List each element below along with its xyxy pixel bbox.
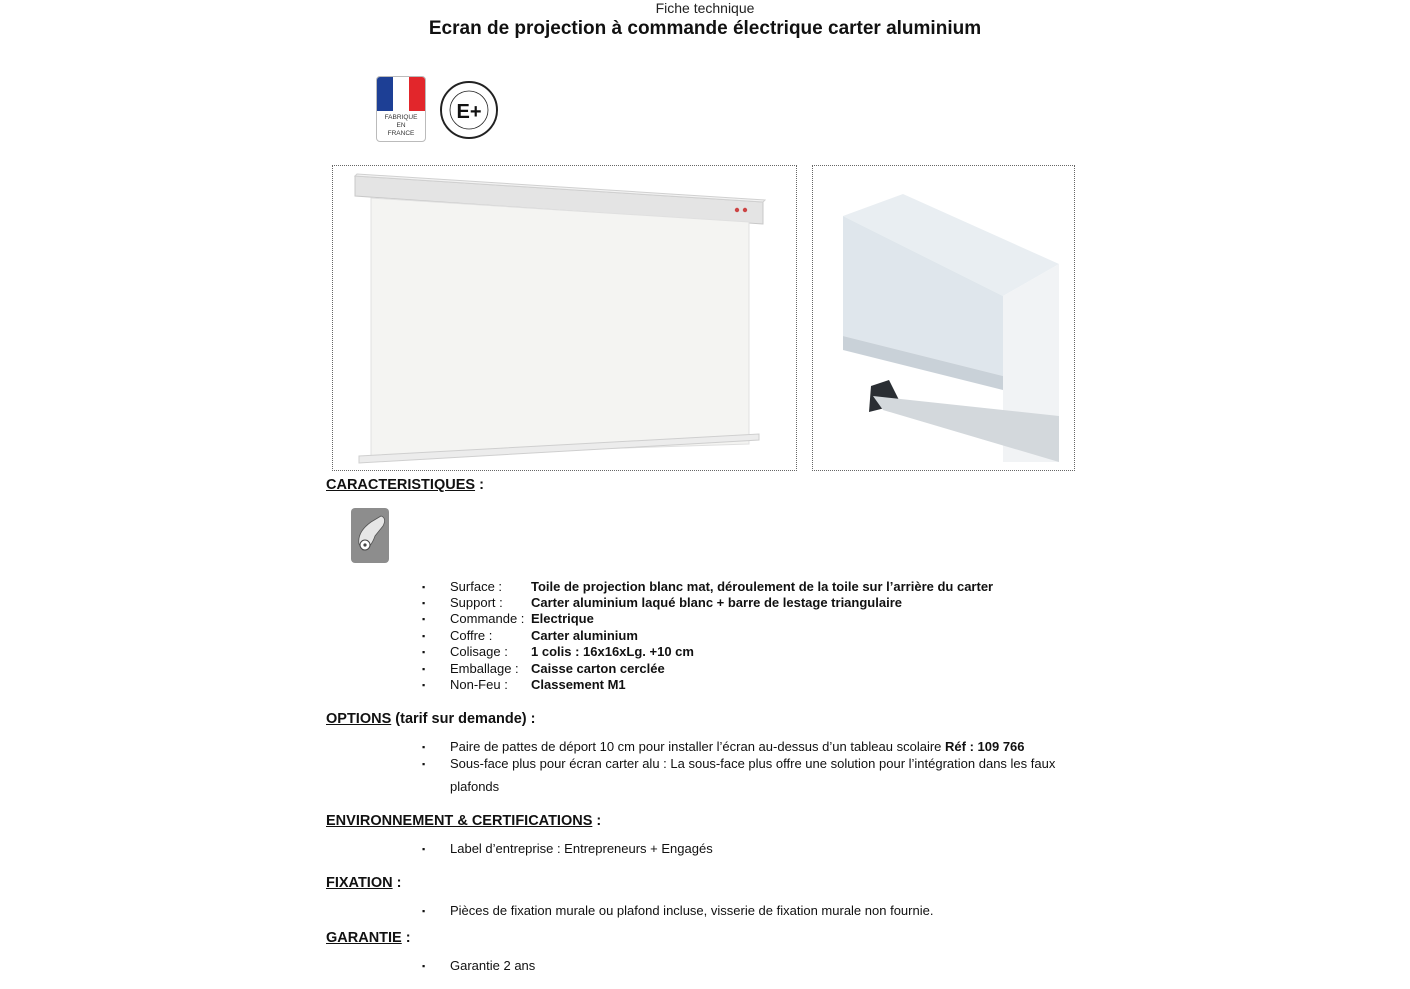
bullet-icon: ▪ — [422, 844, 426, 854]
spec-label: Colisage : — [450, 644, 508, 659]
bullet-icon: ▪ — [422, 614, 426, 624]
section-options-heading — [326, 711, 535, 727]
bullet-icon: ▪ — [422, 598, 426, 608]
environnement-item — [422, 841, 713, 856]
section-title: GARANTIE — [326, 930, 402, 946]
environnement-text: Label d’entreprise : Entrepreneurs + Engagés — [450, 841, 713, 856]
garantie-item — [422, 958, 535, 973]
logo-text-line: EN — [396, 122, 406, 129]
section-garantie-heading — [326, 930, 411, 946]
spec-value: Carter aluminium — [531, 628, 638, 643]
bullet-icon: ▪ — [422, 647, 426, 657]
section-suffix: (tarif sur demande) : — [391, 711, 536, 727]
bullet-icon: ▪ — [422, 742, 426, 752]
section-suffix: : — [401, 930, 411, 946]
garantie-text: Garantie 2 ans — [450, 958, 536, 973]
option-item-sous-face — [422, 756, 1055, 771]
spec-value: 1 colis : 16x16xLg. +10 cm — [531, 644, 694, 659]
housing-closeup-photo — [812, 165, 1075, 471]
spec-row-commande — [422, 611, 594, 626]
spec-value: Caisse carton cerclée — [531, 661, 665, 676]
spec-value: Toile de projection blanc mat, déroulement de la toile sur l’arrière du carter — [531, 579, 994, 594]
logo-text-line: FRANCE — [387, 130, 415, 137]
bullet-icon: ▪ — [422, 961, 426, 971]
spec-row-emballage — [422, 661, 665, 676]
spec-row-surface — [422, 579, 993, 594]
section-caracteristiques-heading — [326, 477, 484, 493]
spec-row-coffre — [422, 628, 638, 643]
section-suffix: : — [392, 875, 402, 891]
motor-roll-icon — [351, 508, 389, 563]
fixation-item — [422, 903, 933, 918]
bullet-icon: ▪ — [422, 582, 426, 592]
entrepreneurs-engages-logo — [439, 80, 499, 140]
option-item-pattes — [422, 739, 1025, 754]
french-flag-icon — [377, 77, 425, 111]
fixation-text: Pièces de fixation murale ou plafond incluse, visserie de fixation murale non fournie. — [450, 903, 934, 918]
section-suffix: : — [592, 813, 602, 829]
bullet-icon: ▪ — [422, 664, 426, 674]
bullet-icon: ▪ — [422, 906, 426, 916]
screen-product-photo — [332, 165, 797, 471]
option-text: Paire de pattes de déport 10 cm pour installer l’écran au-dessus d’un tableau scolaire — [450, 739, 946, 754]
spec-label: Commande : — [450, 611, 525, 626]
document-title: Ecran de projection à commande électrique carter aluminium — [428, 18, 982, 39]
logo-text-line: FABRIQUE — [384, 114, 418, 121]
option-item-sous-face-continuation: plafonds — [450, 779, 500, 794]
spec-row-support — [422, 595, 902, 610]
spec-label: Surface : — [450, 579, 503, 594]
option-reference: Réf : 109 766 — [945, 739, 1025, 754]
spec-label: Support : — [450, 595, 503, 610]
spec-value: Carter aluminium laqué blanc + barre de lestage triangulaire — [531, 595, 902, 610]
section-title: CARACTERISTIQUES — [326, 477, 476, 493]
aluminium-housing-illustration — [813, 166, 1074, 470]
section-fixation-heading — [326, 875, 401, 891]
svg-text:E+: E+ — [456, 101, 482, 123]
spec-label: Non-Feu : — [450, 677, 508, 692]
projection-screen-illustration — [333, 166, 796, 470]
spec-value: Electrique — [531, 611, 594, 626]
bullet-icon: ▪ — [422, 631, 426, 641]
section-title: FIXATION — [326, 875, 393, 891]
spec-value: Classement M1 — [531, 677, 626, 692]
section-title: ENVIRONNEMENT & CERTIFICATIONS — [326, 813, 593, 829]
fabrique-en-france-logo — [376, 76, 426, 142]
section-suffix: : — [475, 477, 484, 493]
document-subtitle: Fiche technique — [655, 0, 755, 16]
section-title: OPTIONS — [326, 711, 392, 727]
section-environnement-heading — [326, 813, 601, 829]
spec-row-non-feu — [422, 677, 626, 692]
spec-row-colisage — [422, 644, 694, 659]
bullet-icon: ▪ — [422, 680, 426, 690]
spec-label: Emballage : — [450, 661, 519, 676]
option-text: Sous-face plus pour écran carter alu : La sous-face plus offre une solution pour l’intégration dans les faux — [450, 756, 1056, 771]
bullet-icon: ▪ — [422, 759, 426, 769]
spec-label: Coffre : — [450, 628, 493, 643]
